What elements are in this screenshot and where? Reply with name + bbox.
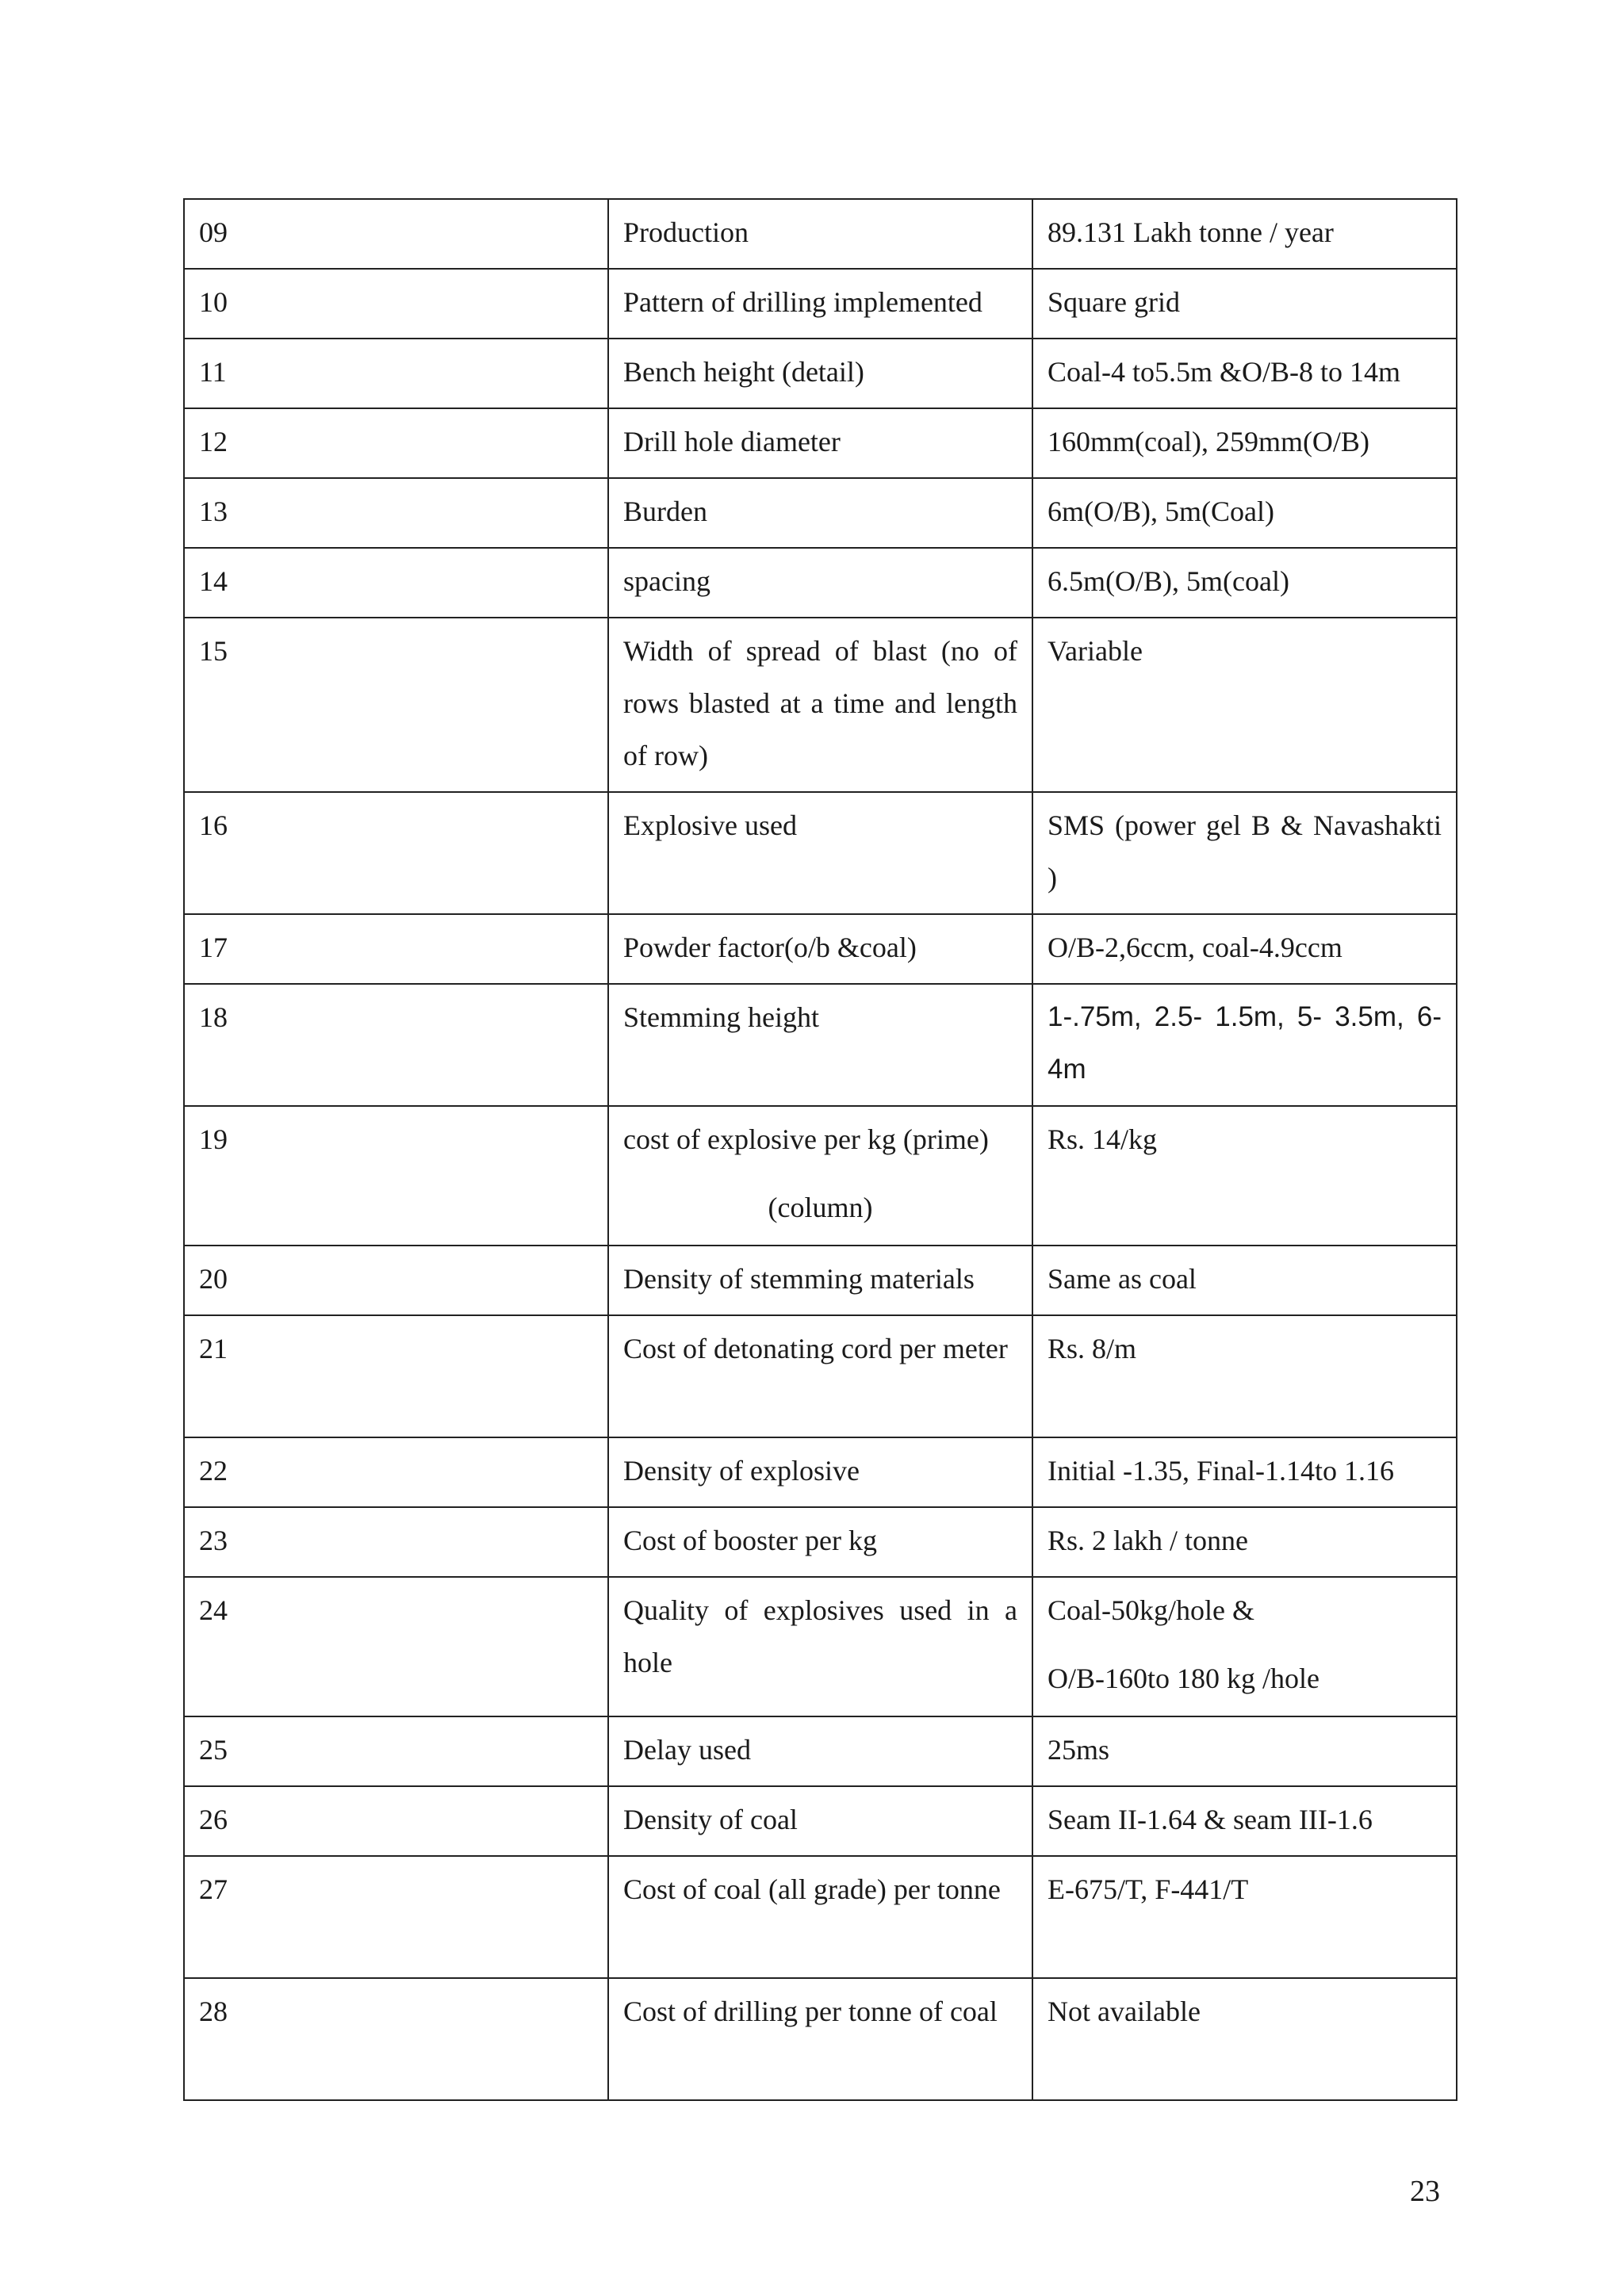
table-row xyxy=(184,618,1457,792)
value-cell: O/B-2,6ccm, coal-4.9ccm xyxy=(1032,914,1457,984)
value-cell: Variable xyxy=(1032,618,1457,792)
table-row xyxy=(184,984,1457,1106)
table-row xyxy=(184,1786,1457,1856)
row-number-cell: 21 xyxy=(184,1315,608,1437)
value-cell: Square grid xyxy=(1032,269,1457,339)
row-number-cell: 16 xyxy=(184,792,608,914)
row-number-cell: 11 xyxy=(184,339,608,408)
parameter-cell: Width of spread of blast (no of rows blasted at a time and length of row) xyxy=(608,618,1032,792)
row-number-cell: 18 xyxy=(184,984,608,1106)
parameter-cell: Burden xyxy=(608,478,1032,548)
value-line-1: Coal-50kg/hole & xyxy=(1048,1594,1254,1626)
value-cell xyxy=(1032,1577,1457,1716)
row-number-cell: 19 xyxy=(184,1106,608,1246)
table-row xyxy=(184,548,1457,618)
table-row xyxy=(184,199,1457,269)
row-number-cell: 20 xyxy=(184,1246,608,1315)
parameter-cell: Bench height (detail) xyxy=(608,339,1032,408)
value-cell: 160mm(coal), 259mm(O/B) xyxy=(1032,408,1457,478)
row-number-cell: 24 xyxy=(184,1577,608,1716)
row-number-cell: 13 xyxy=(184,478,608,548)
table-row xyxy=(184,1716,1457,1786)
parameter-cell: Production xyxy=(608,199,1032,269)
value-cell: SMS (power gel B & Navashakti ) xyxy=(1032,792,1457,914)
value-cell: 1-.75m, 2.5- 1.5m, 5- 3.5m, 6- 4m xyxy=(1032,984,1457,1106)
parameter-cell: Quality of explosives used in a hole xyxy=(608,1577,1032,1716)
parameter-cell: Density of coal xyxy=(608,1786,1032,1856)
parameter-cell: Cost of detonating cord per meter xyxy=(608,1315,1032,1437)
row-number-cell: 10 xyxy=(184,269,608,339)
value-line-2: O/B-160to 180 kg /hole xyxy=(1048,1663,1320,1694)
value-cell: 89.131 Lakh tonne / year xyxy=(1032,199,1457,269)
value-cell: Seam II-1.64 & seam III-1.6 xyxy=(1032,1786,1457,1856)
value-cell: Rs. 8/m xyxy=(1032,1315,1457,1437)
row-number-cell: 12 xyxy=(184,408,608,478)
value-cell: Same as coal xyxy=(1032,1246,1457,1315)
row-number-cell: 17 xyxy=(184,914,608,984)
row-number-cell: 27 xyxy=(184,1856,608,1978)
value-cell: 6m(O/B), 5m(Coal) xyxy=(1032,478,1457,548)
table-row xyxy=(184,269,1457,339)
parameter-cell: Powder factor(o/b &coal) xyxy=(608,914,1032,984)
parameter-cell: Cost of drilling per tonne of coal xyxy=(608,1978,1032,2100)
table-row xyxy=(184,1437,1457,1507)
table-row xyxy=(184,1507,1457,1577)
value-cell: Not available xyxy=(1032,1978,1457,2100)
table-row xyxy=(184,914,1457,984)
table-row xyxy=(184,408,1457,478)
page-number: 23 xyxy=(1410,2175,1440,2208)
value-cell: Coal-4 to5.5m &O/B-8 to 14m xyxy=(1032,339,1457,408)
value-cell: E-675/T, F-441/T xyxy=(1032,1856,1457,1978)
row-number-cell: 28 xyxy=(184,1978,608,2100)
blasting-parameters-table xyxy=(183,198,1457,2101)
parameter-cell: Density of explosive xyxy=(608,1437,1032,1507)
row-number-cell: 15 xyxy=(184,618,608,792)
table-row xyxy=(184,339,1457,408)
parameter-cell: Cost of coal (all grade) per tonne xyxy=(608,1856,1032,1978)
parameter-cell: Pattern of drilling implemented xyxy=(608,269,1032,339)
row-number-cell: 22 xyxy=(184,1437,608,1507)
value-cell: 25ms xyxy=(1032,1716,1457,1786)
parameter-cell xyxy=(608,1106,1032,1246)
parameter-cell: Drill hole diameter xyxy=(608,408,1032,478)
parameter-cell: Cost of booster per kg xyxy=(608,1507,1032,1577)
value-cell: Initial -1.35, Final-1.14to 1.16 xyxy=(1032,1437,1457,1507)
value-cell: 6.5m(O/B), 5m(coal) xyxy=(1032,548,1457,618)
parameter-cell: Delay used xyxy=(608,1716,1032,1786)
value-cell: Rs. 14/kg xyxy=(1032,1106,1457,1246)
parameter-cell: Stemming height xyxy=(608,984,1032,1106)
table-row xyxy=(184,1246,1457,1315)
table-row xyxy=(184,1315,1457,1437)
row-number-cell: 14 xyxy=(184,548,608,618)
parameter-main-line: cost of explosive per kg (prime) xyxy=(623,1123,989,1155)
table-row xyxy=(184,1856,1457,1978)
parameter-sub-line: (column) xyxy=(768,1192,873,1223)
table-row xyxy=(184,478,1457,548)
row-number-cell: 23 xyxy=(184,1507,608,1577)
value-cell: Rs. 2 lakh / tonne xyxy=(1032,1507,1457,1577)
row-number-cell: 09 xyxy=(184,199,608,269)
row-number-cell: 25 xyxy=(184,1716,608,1786)
parameter-cell: spacing xyxy=(608,548,1032,618)
parameter-cell: Explosive used xyxy=(608,792,1032,914)
parameter-cell: Density of stemming materials xyxy=(608,1246,1032,1315)
table-row xyxy=(184,1577,1457,1716)
table-row xyxy=(184,1106,1457,1246)
table-row xyxy=(184,1978,1457,2100)
row-number-cell: 26 xyxy=(184,1786,608,1856)
table-row xyxy=(184,792,1457,914)
